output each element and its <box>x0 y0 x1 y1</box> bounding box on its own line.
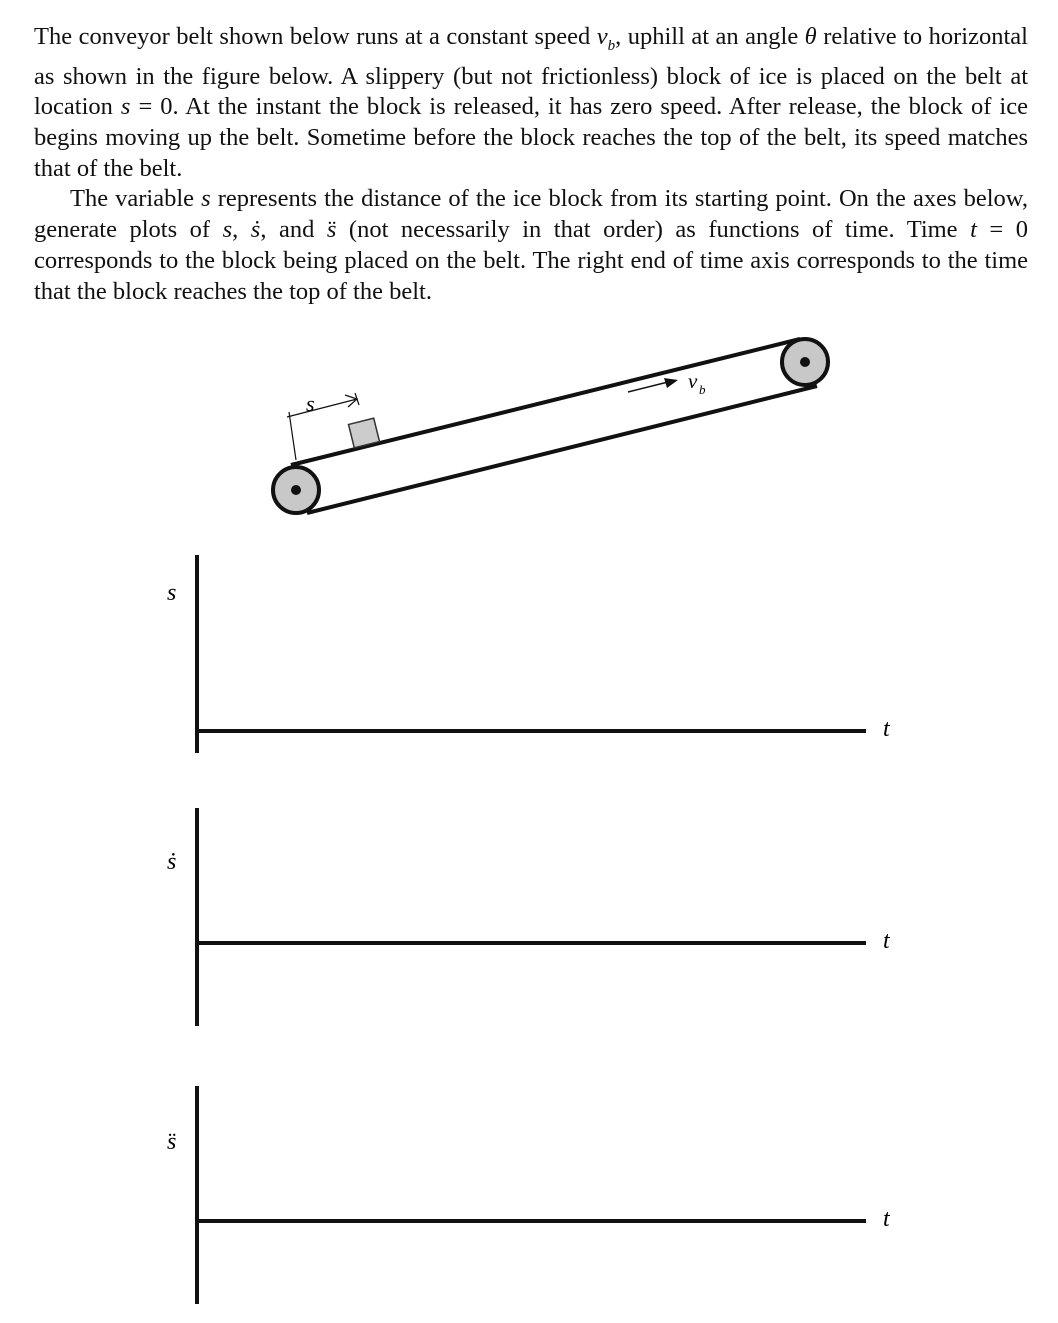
axes-s-ddot <box>0 1083 1058 1308</box>
axes-s-dot-y-label: ṡ <box>167 849 177 875</box>
symbol-theta: θ <box>804 23 817 50</box>
s-start-tick <box>289 412 296 460</box>
p2-text-f: = 0 corresponds to the block being placed on the belt. The right end of time axis corresponds to the time that the block reaches the top of the belt. <box>34 216 1028 305</box>
vb-subscript: b <box>699 382 706 397</box>
p2-text-c: , <box>232 216 251 244</box>
vb-label: v <box>688 369 698 393</box>
ice-block <box>348 418 379 448</box>
axes-s-ddot-y-label: s̈ <box>167 1129 177 1155</box>
p1-text-b: , uphill at an angle <box>615 23 805 50</box>
p2-text-b: represents the distance of the ice block from its starting point. On the axes below, generate plots of <box>34 185 1028 244</box>
conveyor-belt-figure <box>0 300 1058 540</box>
symbol-s: s <box>120 93 131 121</box>
axes-s-y-label: s <box>167 580 177 606</box>
symbol-t: t <box>970 216 977 244</box>
top-pulley-axle <box>800 357 810 367</box>
axes-s-dot-x-label: t <box>883 928 890 954</box>
s-label: s <box>306 391 315 416</box>
symbol-s: s <box>222 216 233 244</box>
symbol-s-ddot: s̈ <box>326 216 337 244</box>
symbol-v-subscript: b <box>607 37 616 54</box>
axes-s-x-label: t <box>883 716 890 742</box>
symbol-v: v <box>596 23 608 50</box>
p1-text-a: The conveyor belt shown below runs at a constant speed <box>34 23 597 50</box>
s-dimension-line <box>287 399 357 417</box>
symbol-s: s <box>201 185 211 213</box>
paragraph-2 <box>34 184 1028 307</box>
p2-text-d: , and <box>260 216 327 244</box>
axes-s-dot <box>0 805 1058 1030</box>
p1-text-d: = 0. At the instant the block is released, it has zero speed. After release, the block of ice begins moving up the belt. Sometime before the block reaches the top of the belt, its speed matches that of the belt. <box>34 93 1028 182</box>
paragraph-1 <box>34 22 1028 184</box>
p2-text-e: (not necessarily in that order) as functions of time. Time <box>336 216 971 244</box>
p2-text-a: The variable <box>70 185 202 213</box>
axes-s-ddot-x-label: t <box>883 1206 890 1232</box>
axes-s <box>0 550 1058 760</box>
p1-text-c: relative to horizontal as shown in the figure below. A slippery (but not frictionless) block of ice is placed on the belt at location <box>34 23 1028 121</box>
bottom-pulley-axle <box>291 485 301 495</box>
symbol-s-dot: ṡ <box>250 216 261 244</box>
problem-statement <box>34 22 1028 307</box>
